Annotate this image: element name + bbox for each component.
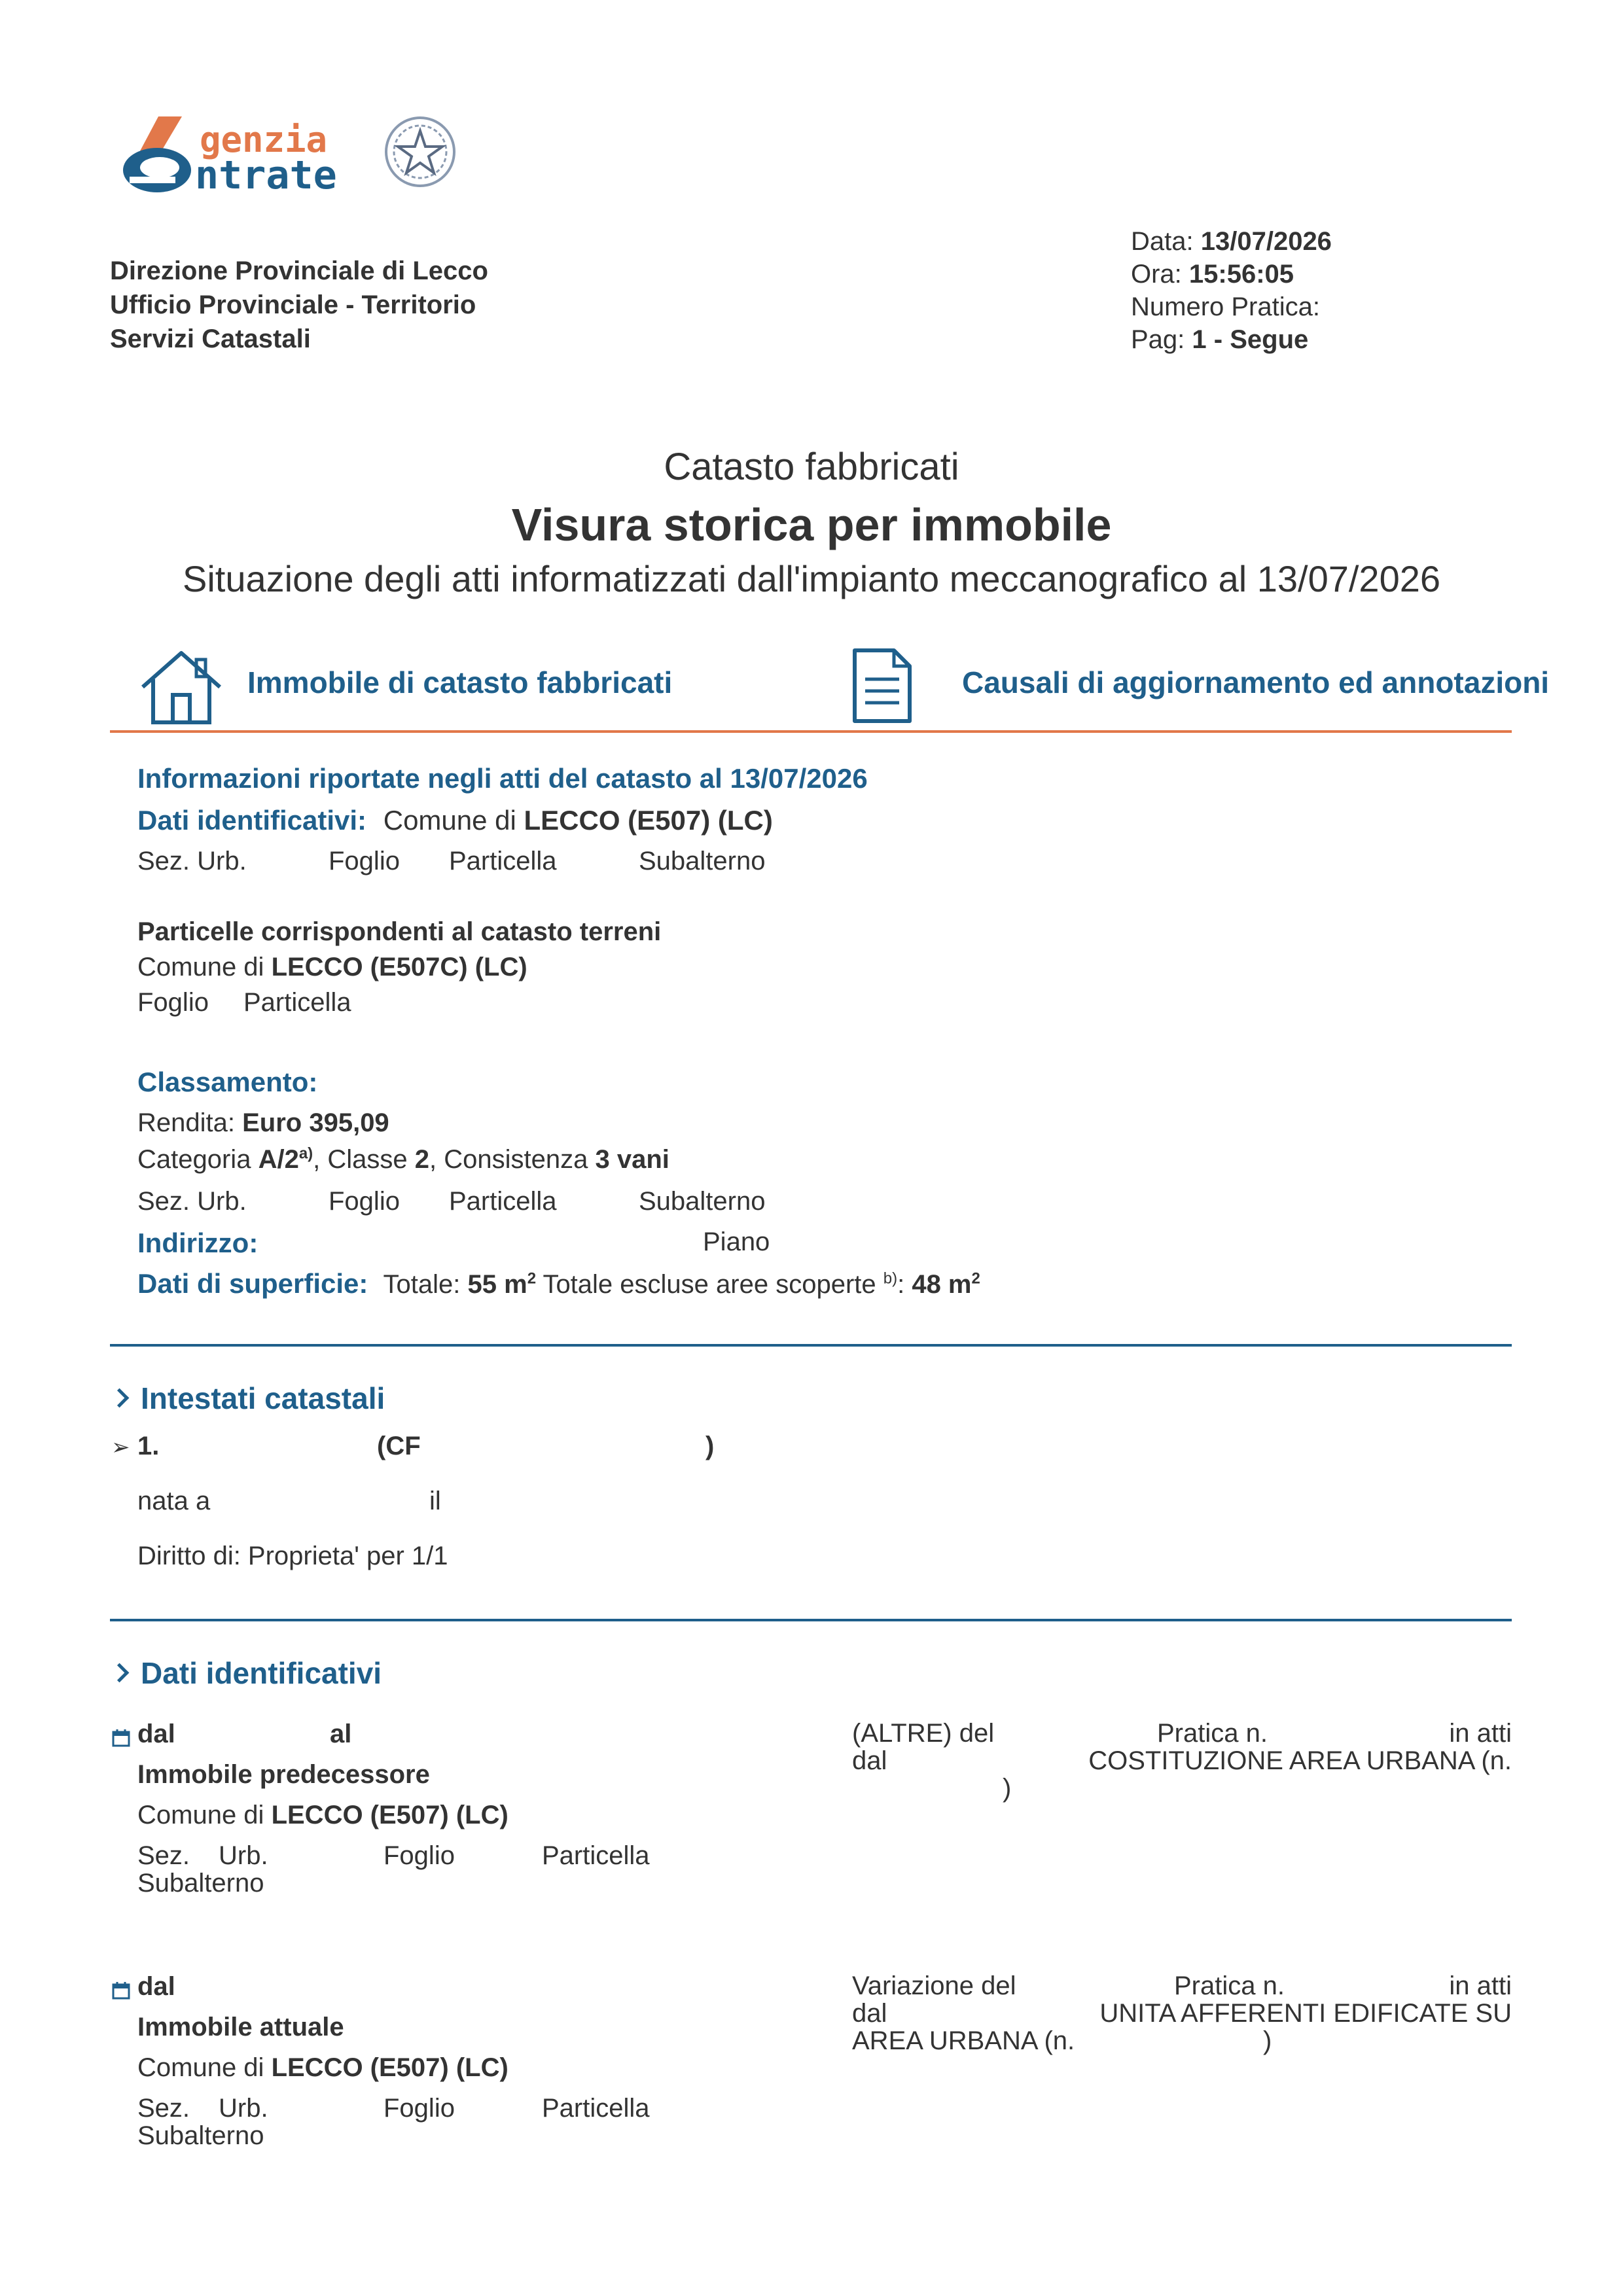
entry2-col-subalterno: Subalterno: [137, 2121, 264, 2150]
entry1-col-particella: Particella: [542, 1841, 650, 1870]
entry2-right-variazione: Variazione del: [852, 1971, 1016, 2000]
entry1-col-sez: Sez.: [137, 1841, 190, 1870]
entry1-comune-value: LECCO (E507) (LC): [271, 1801, 508, 1829]
categoria-row: [137, 1145, 669, 1174]
terreni-col-foglio: Foglio: [137, 988, 209, 1017]
terreni-heading: Particelle corrispondenti al catasto terreni: [137, 917, 662, 946]
terreni-comune-prefix: Comune di: [137, 953, 264, 981]
categoria-note: a): [298, 1144, 313, 1163]
intestati-section-title[interactable]: [113, 1381, 385, 1416]
dati-identificativi-row: [137, 805, 773, 836]
classamento-col-subalterno: Subalterno: [639, 1187, 766, 1216]
rendita-row: [137, 1108, 389, 1138]
entry2-right-inatti: in atti: [1449, 1971, 1512, 2000]
orange-divider: [110, 730, 1512, 733]
doc-subtitle: Situazione degli atti informatizzati dall'impianto meccanografico al 13/07/2026: [182, 558, 1441, 599]
entry1-right-desc: COSTITUZIONE AREA URBANA (n.: [1088, 1746, 1512, 1775]
calendar-icon: [111, 1977, 131, 2007]
categoria-value: A/2: [258, 1145, 299, 1174]
comune-prefix: Comune di: [383, 805, 516, 836]
classamento-col-sez: Sez. Urb.: [137, 1187, 247, 1216]
intestati-title-text: Intestati catastali: [141, 1381, 385, 1415]
entry2-right-dal: dal: [852, 1999, 887, 2028]
entry2-col-urb: Urb.: [219, 2094, 268, 2123]
meta-pratica-row: [1131, 291, 1332, 323]
republic-emblem-icon: [386, 118, 454, 186]
pratica-label: Numero Pratica:: [1131, 292, 1320, 321]
entry1-col-foglio: Foglio: [383, 1841, 455, 1870]
entry1-dal: dal: [137, 1720, 175, 1748]
col-sez-urb: Sez. Urb.: [137, 847, 247, 875]
doc-main-title: Visura storica per immobile: [511, 499, 1112, 550]
escluse-value: 48 m: [912, 1270, 972, 1299]
entry2-col-sez: Sez.: [137, 2094, 190, 2123]
pag-label: Pag:: [1131, 325, 1185, 354]
chevron-right-icon: [110, 1388, 130, 1408]
indirizzo-label: Indirizzo:: [137, 1227, 259, 1258]
il-label: il: [429, 1487, 441, 1515]
totale-label: Totale:: [383, 1270, 461, 1299]
rendita-label: Rendita:: [137, 1108, 235, 1137]
office-line-3: Servizi Catastali: [110, 325, 311, 353]
doc-type-title: Catasto fabbricati: [664, 446, 959, 488]
totale-exp: 2: [527, 1269, 537, 1288]
info-heading: Informazioni riportate negli atti del catasto al 13/07/2026: [137, 763, 868, 794]
pag-value: 1 - Segue: [1192, 325, 1309, 354]
entry2-right-desc2: AREA URBANA (n.: [852, 2026, 1075, 2055]
col-particella: Particella: [449, 847, 557, 875]
intestato-cf-open: (CF: [377, 1432, 421, 1460]
entry2-right-pratica: Pratica n.: [1174, 1971, 1285, 2000]
classamento-col-foglio: Foglio: [329, 1187, 400, 1216]
ora-label: Ora:: [1131, 260, 1182, 289]
office-line-1: Direzione Provinciale di Lecco: [110, 256, 488, 285]
escluse-label: Totale escluse aree scoperte: [543, 1270, 876, 1299]
meta-data-row: [1131, 225, 1332, 258]
entry2-comune-value: LECCO (E507) (LC): [271, 2053, 508, 2082]
rendita-value: Euro 395,09: [242, 1108, 389, 1137]
entry1-col-subalterno: Subalterno: [137, 1869, 264, 1898]
classe-value: 2: [414, 1145, 430, 1174]
diritto-text: Diritto di: Proprieta' per 1/1: [137, 1542, 448, 1570]
terreni-comune-row: [137, 953, 527, 982]
document-meta: [1131, 225, 1332, 356]
nata-a-label: nata a: [137, 1487, 211, 1515]
dati-identificativi-title-text: Dati identificativi: [141, 1656, 382, 1690]
entry2-right-desc1: UNITA AFFERENTI EDIFICATE SU: [1099, 1999, 1512, 2028]
dati-identificativi-section-title[interactable]: [113, 1655, 382, 1691]
escluse-note: b): [883, 1269, 898, 1288]
classamento-col-particella: Particella: [449, 1187, 557, 1216]
calendar-icon: [111, 1725, 131, 1754]
dati-identificativi-label: Dati identificativi:: [137, 805, 367, 836]
document-icon: [852, 648, 912, 730]
office-line-2: Ufficio Provinciale - Territorio: [110, 291, 476, 319]
entry1-tipo: Immobile predecessore: [137, 1760, 430, 1789]
categoria-label: Categoria: [137, 1145, 251, 1174]
terreni-comune-value: LECCO (E507C) (LC): [271, 953, 527, 981]
comune-value: LECCO (E507) (LC): [524, 805, 773, 836]
entry2-comune-prefix: Comune di: [137, 2053, 264, 2082]
superficie-label: Dati di superficie:: [137, 1268, 368, 1299]
entry2-dal: dal: [137, 1972, 175, 2001]
entry1-al: al: [330, 1720, 352, 1748]
office-block: [110, 254, 488, 356]
entry2-tipo: Immobile attuale: [137, 2013, 344, 2041]
totale-value: 55 m: [467, 1270, 527, 1299]
piano-label: Piano: [703, 1227, 770, 1256]
superficie-row: Dati di superficie: Totale: 55 $m^2$ Totale escluse aree scoperte $^{b)}$: 48 $m^2$: [137, 1268, 980, 1299]
entry2-right-close: ): [1263, 2026, 1272, 2055]
terreni-col-particella: Particella: [243, 988, 351, 1017]
consistenza-label: , Consistenza: [429, 1145, 588, 1174]
link-immobile-fabbricati[interactable]: Immobile di catasto fabbricati: [247, 665, 673, 699]
meta-pag-row: [1131, 323, 1332, 356]
entry1-right-block: [852, 1720, 1512, 1802]
ora-value: 15:56:05: [1188, 260, 1294, 289]
entry1-comune-prefix: Comune di: [137, 1801, 264, 1829]
col-foglio: Foglio: [329, 847, 400, 875]
link-causali-annotazioni[interactable]: Causali di aggiornamento ed annotazioni: [962, 665, 1550, 699]
chevron-right-icon: [110, 1663, 130, 1683]
entry2-right-block: [852, 1972, 1512, 2055]
logo-word-genzia: genzia: [200, 119, 328, 160]
entry2-col-particella: Particella: [542, 2094, 650, 2123]
logo-graphic: [118, 111, 471, 203]
entry1-right-close: ): [1003, 1774, 1012, 1803]
consistenza-value: 3 vani: [595, 1145, 669, 1174]
logo-word-ntrate: ntrate: [195, 152, 337, 198]
house-icon: [139, 649, 224, 733]
agenzia-entrate-logo: [118, 111, 471, 203]
entry1-col-urb: Urb.: [219, 1841, 268, 1870]
entry2-comune-row: [137, 2053, 508, 2083]
meta-ora-row: [1131, 258, 1332, 291]
data-label: Data:: [1131, 227, 1194, 256]
entry1-comune-row: [137, 1801, 508, 1830]
entry1-right-dal: dal: [852, 1746, 887, 1775]
col-subalterno: Subalterno: [639, 847, 766, 875]
entry1-right-altre: (ALTRE) del: [852, 1719, 995, 1748]
intestato-number: 1.: [137, 1432, 160, 1460]
blue-divider-2: [110, 1619, 1512, 1621]
intestato-cf-close: ): [705, 1432, 715, 1460]
escluse-exp: 2: [971, 1269, 980, 1288]
data-value: 13/07/2026: [1200, 227, 1332, 256]
blue-divider-1: [110, 1344, 1512, 1347]
entry1-right-pratica: Pratica n.: [1157, 1719, 1268, 1748]
classamento-label: Classamento:: [137, 1067, 318, 1097]
entry2-col-foglio: Foglio: [383, 2094, 455, 2123]
entry1-right-inatti: in atti: [1449, 1719, 1512, 1748]
classe-label: , Classe: [313, 1145, 408, 1174]
arrow-bullet-icon: ➢: [111, 1435, 130, 1460]
